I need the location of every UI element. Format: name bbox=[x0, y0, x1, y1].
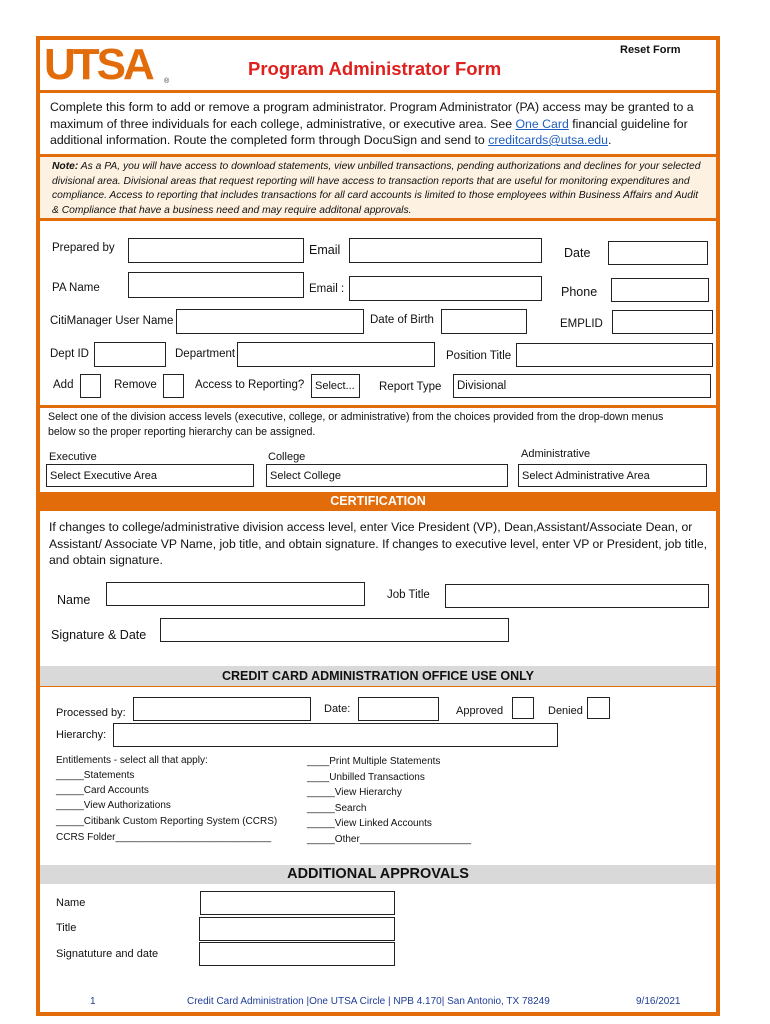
cert-job-title-input[interactable] bbox=[445, 584, 709, 608]
entitlement-view-hierarchy[interactable]: _____View Hierarchy bbox=[307, 787, 402, 798]
executive-select[interactable] bbox=[46, 464, 254, 487]
hierarchy-label: Hierarchy: bbox=[56, 729, 107, 741]
entitlement-search[interactable]: _____Search bbox=[307, 803, 367, 814]
administrative-select[interactable] bbox=[518, 464, 707, 487]
approval-signature-label: Signatuture and date bbox=[56, 948, 159, 960]
entitlement-card-accounts[interactable]: _____Card Accounts bbox=[56, 785, 149, 796]
note-body: As a PA, you will have access to download statements, view unbilled transactions, pending authorizations and declines for your selected divisional area. Divisional areas that request reporting will have access to transaction reports that are useful for monitoring expenditures and compliance. Access to reporting that includes transactions for all card accounts is limited to those employees within Business Affairs and Audit & Compliance that have a business need and may require additonal approvals. bbox=[52, 161, 701, 216]
fields-divider bbox=[40, 405, 716, 408]
additional-approvals-heading: ADDITIONAL APPROVALS bbox=[40, 865, 716, 884]
pa-email-label: Email : bbox=[309, 283, 345, 295]
page-number: 1 bbox=[90, 996, 96, 1007]
add-checkbox[interactable] bbox=[80, 374, 101, 398]
office-use-heading: CREDIT CARD ADMINISTRATION OFFICE USE ONLY bbox=[40, 666, 716, 686]
division-instructions: Select one of the division access levels (executive, college, or administrative) from the choices provided from the drop-down menus below so the proper reporting hierarchy can be assigned. bbox=[48, 411, 664, 438]
access-reporting-select[interactable] bbox=[311, 374, 360, 398]
entitlement-view-linked[interactable]: _____View Linked Accounts bbox=[307, 818, 432, 829]
utsa-logo bbox=[44, 40, 174, 90]
ccrs-folder[interactable]: CCRS Folder____________________________ bbox=[56, 832, 272, 843]
email-label: Email bbox=[309, 243, 341, 257]
college-value: Select College bbox=[270, 470, 341, 482]
entitlement-print-multiple[interactable]: ____Print Multiple Statements bbox=[307, 756, 441, 767]
dept-id-input[interactable] bbox=[94, 342, 166, 367]
pa-email-input[interactable] bbox=[349, 276, 542, 301]
phone-label: Phone bbox=[561, 285, 598, 299]
denied-checkbox[interactable] bbox=[587, 697, 610, 719]
entitlement-view-authorizations[interactable]: _____View Authorizations bbox=[56, 800, 171, 811]
cert-signature-label: Signature & Date bbox=[51, 628, 147, 642]
college-select[interactable] bbox=[266, 464, 508, 487]
position-title-label: Position Title bbox=[446, 350, 512, 362]
denied-label: Denied bbox=[548, 705, 583, 717]
position-title-input[interactable] bbox=[516, 343, 713, 367]
administrative-label: Administrative bbox=[521, 448, 591, 460]
intro-part-2: financial guideline for additional information. Route the completed form through DocuSign and send to bbox=[50, 116, 688, 147]
certification-heading: CERTIFICATION bbox=[40, 492, 716, 511]
approval-title-label: Title bbox=[56, 922, 77, 934]
logo-text: UTSA bbox=[44, 40, 152, 89]
intro-text bbox=[50, 99, 700, 149]
cert-name-label: Name bbox=[57, 593, 91, 607]
footer-address: Credit Card Administration |One UTSA Circle | NPB 4.170| San Antonio, TX 78249 bbox=[187, 996, 550, 1007]
college-label: College bbox=[268, 451, 306, 463]
intro-part-3: . bbox=[608, 133, 612, 147]
pa-name-input[interactable] bbox=[128, 272, 304, 298]
entitlement-unbilled[interactable]: ____Unbilled Transactions bbox=[307, 772, 425, 783]
pa-name-label: PA Name bbox=[52, 282, 100, 294]
approved-checkbox[interactable] bbox=[512, 697, 534, 719]
dept-id-label: Dept ID bbox=[50, 348, 89, 360]
dob-label: Date of Birth bbox=[370, 314, 434, 326]
processed-by-label: Processed by: bbox=[56, 707, 126, 719]
logo-registered: ® bbox=[164, 78, 170, 85]
reset-form-button[interactable]: Reset Form bbox=[620, 44, 681, 56]
processed-by-input[interactable] bbox=[133, 697, 311, 721]
header-divider bbox=[40, 90, 716, 93]
prepared-by-input[interactable] bbox=[128, 238, 304, 263]
prepared-by-label: Prepared by bbox=[52, 242, 115, 254]
hierarchy-input[interactable] bbox=[113, 723, 558, 747]
remove-label: Remove bbox=[114, 379, 157, 391]
certification-text: If changes to college/administrative division access level, enter Vice President (VP), Dean,Assistant/Associate Dean, or Assistant/ Associate VP Name, job title, and obtain signature. If changes to executive level, enter VP or President, job title, and obtain signature. bbox=[49, 520, 708, 567]
approval-name-label: Name bbox=[56, 897, 86, 909]
report-type-select[interactable] bbox=[453, 374, 711, 398]
remove-checkbox[interactable] bbox=[163, 374, 184, 398]
creditcards-email-link[interactable]: creditcards@utsa.edu bbox=[488, 133, 608, 147]
approved-label: Approved bbox=[456, 705, 504, 717]
report-type-label: Report Type bbox=[379, 381, 442, 393]
dob-input[interactable] bbox=[441, 309, 527, 334]
cert-name-input[interactable] bbox=[106, 582, 365, 606]
access-reporting-label: Access to Reporting? bbox=[195, 379, 305, 391]
citimanager-input[interactable] bbox=[176, 309, 364, 334]
department-input[interactable] bbox=[237, 342, 435, 367]
add-label: Add bbox=[53, 379, 74, 391]
approval-title-input[interactable] bbox=[199, 917, 395, 941]
office-date-input[interactable] bbox=[358, 697, 439, 721]
page-title: Program Administrator Form bbox=[248, 58, 502, 79]
intro-part-1: Complete this form to add or remove a program administrator. Program Administrator (PA) access may be granted to a maximum of three individuals for each college, administrative, or executive area. See bbox=[50, 100, 694, 131]
footer-date: 9/16/2021 bbox=[636, 996, 681, 1007]
approval-name-input[interactable] bbox=[200, 891, 395, 915]
emplid-label: EMPLID bbox=[560, 318, 603, 330]
email-input[interactable] bbox=[349, 238, 542, 263]
access-reporting-value: Select... bbox=[315, 380, 355, 392]
administrative-value: Select Administrative Area bbox=[522, 470, 650, 482]
one-card-link[interactable]: One Card bbox=[515, 116, 569, 131]
citimanager-label: CitiManager User Name bbox=[50, 315, 174, 327]
cert-signature-input[interactable] bbox=[160, 618, 509, 642]
entitlement-other[interactable]: _____Other____________________ bbox=[307, 834, 472, 845]
emplid-input[interactable] bbox=[612, 310, 713, 334]
office-date-label: Date: bbox=[324, 703, 351, 715]
entitlement-statements[interactable]: _____Statements bbox=[56, 770, 135, 781]
phone-input[interactable] bbox=[611, 278, 709, 302]
executive-label: Executive bbox=[49, 451, 97, 463]
entitlements-heading: Entitlements - select all that apply: bbox=[56, 755, 208, 766]
date-label: Date bbox=[564, 246, 591, 260]
note-divider bbox=[40, 218, 716, 221]
date-input[interactable] bbox=[608, 241, 708, 265]
office-use-divider bbox=[40, 686, 716, 687]
note-label: Note: bbox=[52, 161, 79, 172]
department-label: Department bbox=[175, 348, 236, 360]
executive-value: Select Executive Area bbox=[50, 470, 158, 482]
approval-signature-input[interactable] bbox=[199, 942, 395, 966]
report-type-value: Divisional bbox=[457, 380, 507, 392]
cert-job-title-label: Job Title bbox=[387, 589, 430, 601]
entitlement-ccrs[interactable]: _____Citibank Custom Reporting System (CCRS) bbox=[56, 816, 278, 827]
note-text bbox=[52, 160, 704, 218]
